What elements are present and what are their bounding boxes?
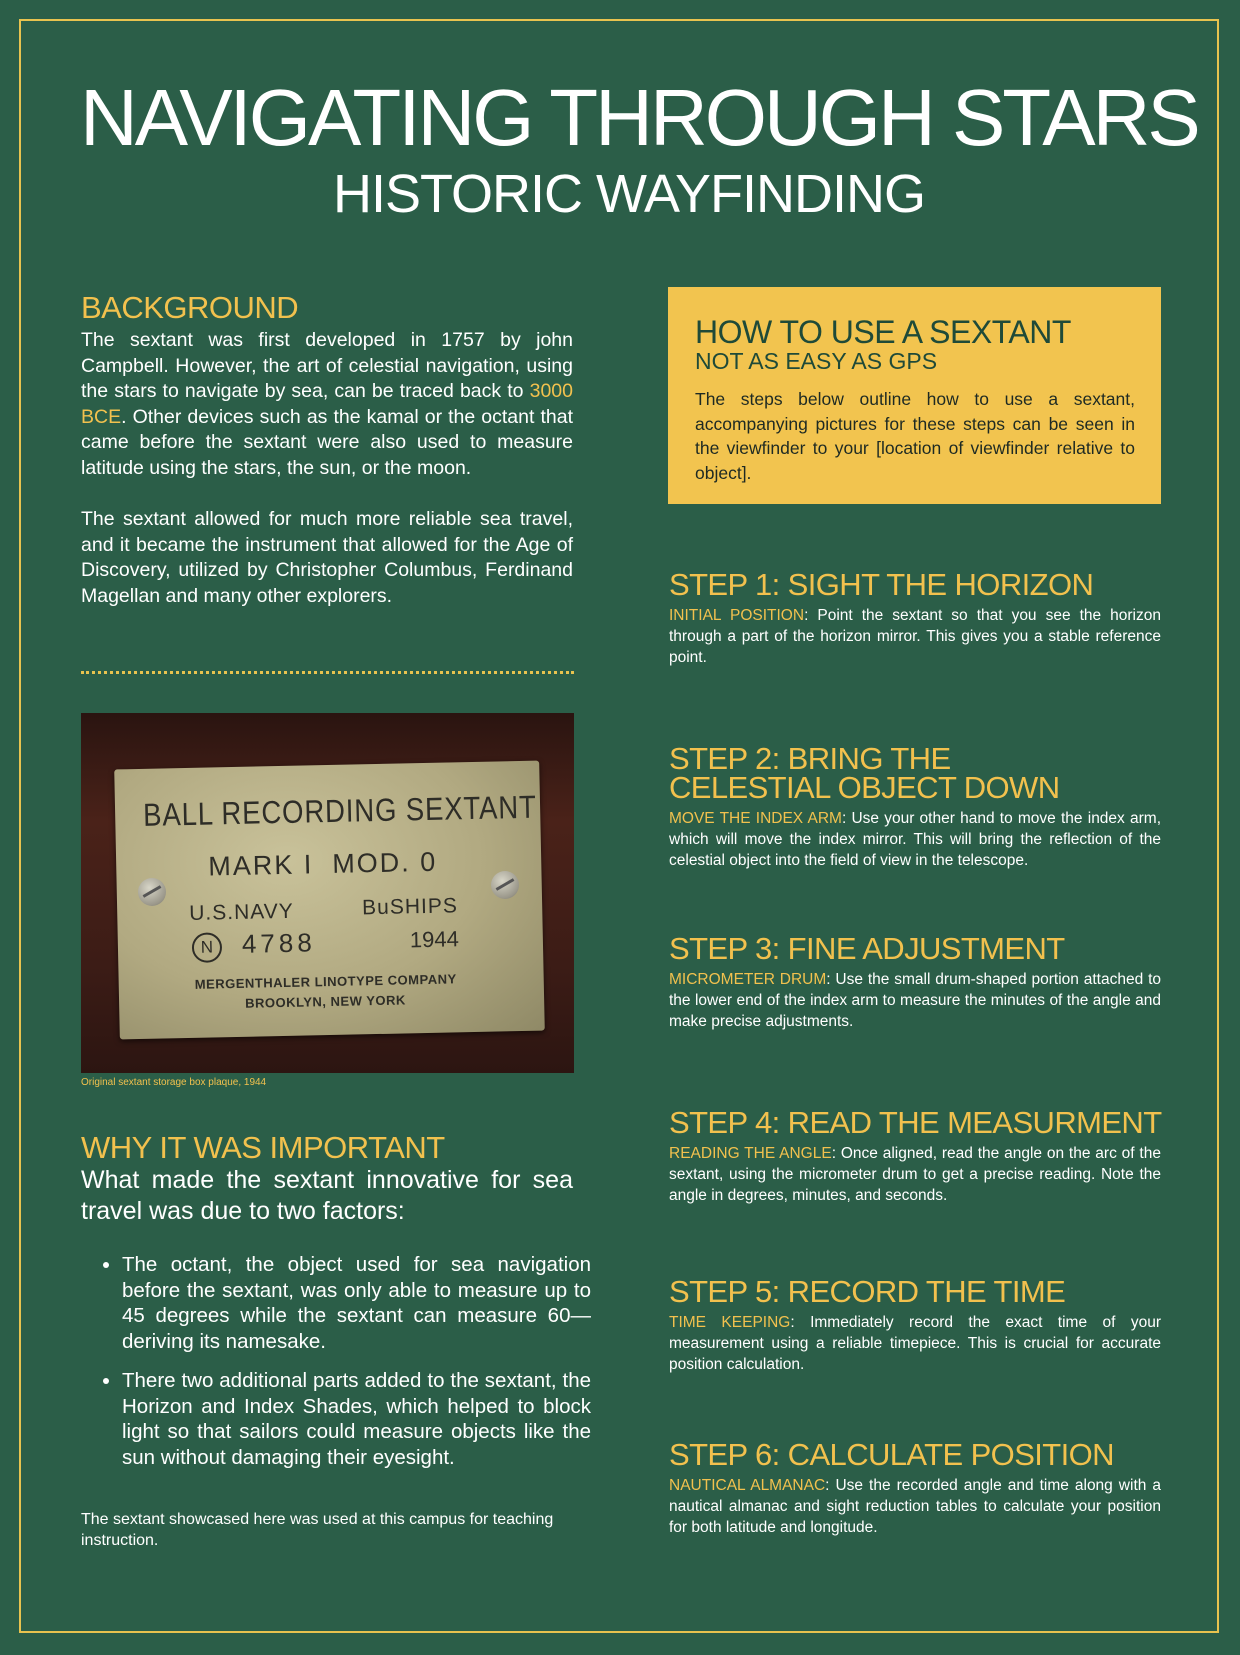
background-text-a: The sextant was first developed in 1757 by john Campbell. However, the art of celestial navigation, using the stars to navigate by sea, can be traced back to xyxy=(81,329,573,403)
poster-title: NAVIGATING THROUGH STARS xyxy=(80,73,1198,162)
step-text xyxy=(669,1312,1161,1375)
step-text xyxy=(669,969,1161,1032)
step-keyword: MOVE THE INDEX ARM xyxy=(669,810,842,827)
plaque-maker: MERGENTHALER LINOTYPE COMPANY xyxy=(194,971,457,992)
plaque-navy-symbol: N xyxy=(192,932,223,963)
step-keyword: MICROMETER DRUM xyxy=(669,971,827,988)
background-paragraph-2: The sextant allowed for much more reliable sea travel, and it became the instrument that allowed for the Age of Discovery, utilized by Christopher Columbus, Ferdinand Magellan and many other explorers. xyxy=(81,508,573,607)
importance-factor-item: • There two additional parts added to the sextant, the Horizon and Index Shades, which helped to block light so that sailors could measure objects like the sun without damaging their eyesight. xyxy=(122,1368,591,1471)
background-paragraph-1 xyxy=(81,328,573,482)
poster-subtitle: HISTORIC WAYFINDING xyxy=(333,164,926,224)
step-text xyxy=(669,1143,1161,1206)
plaque-buships: BuSHIPS xyxy=(361,894,459,920)
plaque-year: 1944 xyxy=(409,926,460,953)
plaque-location: BROOKLYN, NEW YORK xyxy=(244,992,406,1011)
importance-intro: What made the sextant innovative for sea travel was due to two factors: xyxy=(81,1166,573,1225)
how-to-box xyxy=(668,287,1161,504)
plaque-serial-number: 4788 xyxy=(241,927,317,959)
step-description: : Use the recorded angle and time along with a nautical almanac and sight reduction tables to calculate your position for both latitude and longitude. xyxy=(669,1477,1161,1536)
importance-heading: WHY IT WAS IMPORTANT xyxy=(81,1130,445,1165)
step-heading: STEP 5: RECORD THE TIME xyxy=(669,1274,1066,1309)
sextant-plaque xyxy=(114,761,545,1040)
step-1 xyxy=(669,567,1161,668)
step-keyword: READING THE ANGLE xyxy=(669,1145,832,1162)
how-to-body: The steps below outline how to use a sextant, accompanying pictures for these steps can be seen in the viewfinder to your [location of viewfinder relative to object]. xyxy=(695,389,1135,483)
dotted-divider xyxy=(81,671,574,674)
step-text xyxy=(669,605,1161,668)
step-3 xyxy=(669,931,1161,1032)
plaque-photo xyxy=(81,713,574,1073)
how-to-subtitle: NOT AS EASY AS GPS xyxy=(695,348,938,374)
background-heading: BACKGROUND xyxy=(81,290,299,325)
step-text xyxy=(669,1475,1161,1538)
step-description: : Use the small drum-shaped portion attached to the lower end of the index arm to measure the minutes of the angle and make precise adjustments. xyxy=(669,971,1161,1030)
step-5 xyxy=(669,1274,1161,1375)
step-description: : Use your other hand to move the index arm, which will move the index mirror. This will bring the reflection of the celestial object into the field of view in the telescope. xyxy=(669,810,1161,869)
step-text xyxy=(669,808,1161,871)
step-keyword: INITIAL POSITION xyxy=(669,607,805,624)
step-description: : Immediately record the exact time of your measurement using a reliable timepiece. This is crucial for accurate position calculation. xyxy=(669,1314,1161,1373)
importance-factor-item: • The octant, the object used for sea navigation before the sextant, was only able to measure up to 45 degrees while the sextant can measure 60—deriving its namesake. xyxy=(122,1252,591,1355)
background-text-b: . Other devices such as the kamal or the octant that came before the sextant were also used to measure latitude using the stars, the sun, or the moon. xyxy=(81,405,573,479)
plaque-screw-left xyxy=(138,878,166,906)
step-description: : Once aligned, read the angle on the arc of the sextant, using the micrometer drum to get a precise reading. Note the angle in degrees, minutes, and seconds. xyxy=(669,1145,1161,1204)
plaque-navy: U.S.NAVY xyxy=(189,899,294,925)
step-keyword: NAUTICAL ALMANAC xyxy=(669,1477,826,1494)
photo-caption: Original sextant storage box plaque, 1944 xyxy=(81,1077,267,1088)
plaque-line-1: BALL RECORDING SEXTANT xyxy=(142,788,538,833)
plaque-screw-right xyxy=(491,871,519,899)
campus-note: The sextant showcased here was used at this campus for teaching instruction. xyxy=(81,1511,554,1549)
step-2 xyxy=(669,741,1161,871)
step-heading: STEP 4: READ THE MEASURMENT xyxy=(669,1105,1162,1140)
step-heading: STEP 2: BRING THE CELESTIAL OBJECT DOWN xyxy=(669,741,1060,805)
step-6 xyxy=(669,1437,1161,1538)
plaque-line-2: MARK I MOD. 0 xyxy=(207,846,438,882)
step-heading: STEP 6: CALCULATE POSITION xyxy=(669,1437,1114,1472)
importance-factor-list xyxy=(104,1252,591,1484)
step-description: : Point the sextant so that you see the horizon through a part of the horizon mirror. This gives you a stable reference point. xyxy=(669,607,1161,666)
step-heading: STEP 1: SIGHT THE HORIZON xyxy=(669,567,1094,602)
step-4 xyxy=(669,1105,1162,1206)
step-heading: STEP 3: FINE ADJUSTMENT xyxy=(669,931,1065,966)
how-to-title: HOW TO USE A SEXTANT xyxy=(695,314,1071,350)
step-keyword: TIME KEEPING xyxy=(669,1314,791,1331)
background-highlight-date: 3000 BCE xyxy=(81,380,573,428)
